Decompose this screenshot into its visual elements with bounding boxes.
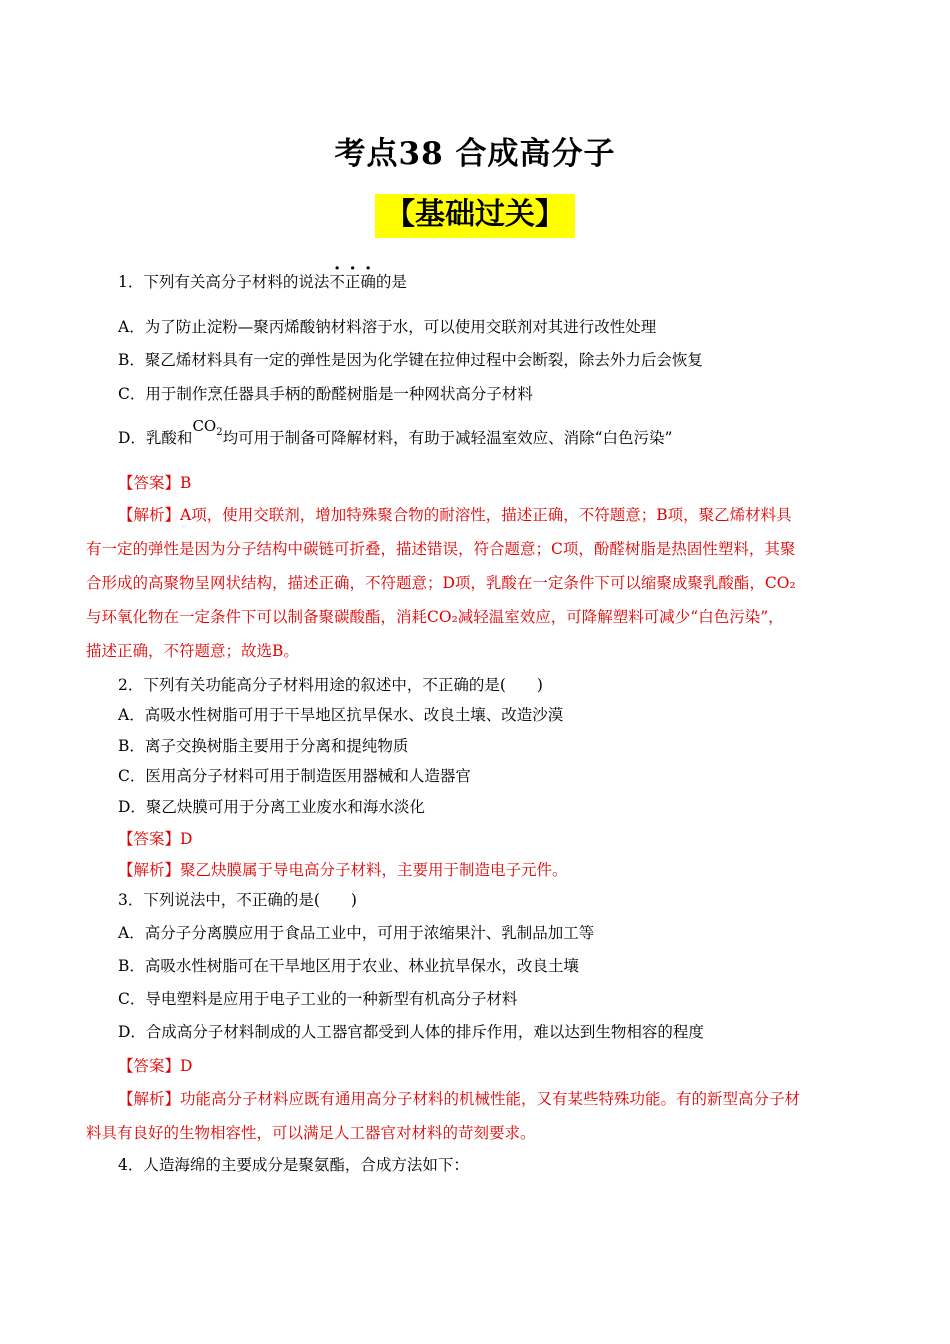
emphasis-char: 确 xyxy=(360,273,376,291)
section-heading: 【基础过关】 xyxy=(375,194,575,238)
q2-analysis: 【解析】聚乙炔膜属于导电高分子材料，主要用于制造电子元件。 xyxy=(118,861,568,879)
q1-stem-post: 的是 xyxy=(375,273,407,291)
co2-formula xyxy=(192,417,223,438)
q1-option-d xyxy=(118,417,673,456)
co2-subscript: 2 xyxy=(216,427,223,438)
q2-stem: 2．下列有关功能高分子材料用途的叙述中，不正确的是( ) xyxy=(118,676,543,694)
q3-option-a: A．高分子分离膜应用于食品工业中，可用于浓缩果汁、乳制品加工等 xyxy=(118,924,595,942)
q1-analysis-line: 有一定的弹性是因为分子结构中碳链可折叠，描述错误，符合题意；C项，酚醛树脂是热固性塑料，其聚 xyxy=(86,540,796,558)
q2-option-c: C．医用高分子材料可用于制造医用器械和人造器官 xyxy=(118,767,471,785)
q1-option-b: B．聚乙烯材料具有一定的弹性是因为化学键在拉伸过程中会断裂，除去外力后会恢复 xyxy=(118,351,703,369)
q3-option-d: D．合成高分子材料制成的人工器官都受到人体的排斥作用，难以达到生物相容的程度 xyxy=(118,1023,704,1041)
q3-stem: 3．下列说法中，不正确的是( ) xyxy=(118,891,357,909)
emphasis-char: 不 xyxy=(329,273,345,291)
q2-option-d: D．聚乙炔膜可用于分离工业废水和海水淡化 xyxy=(118,798,425,816)
q3-analysis-line: 【解析】功能高分子材料应既有通用高分子材料的机械性能，又有某些特殊功能。有的新型高分子材 xyxy=(118,1090,801,1108)
q1-option-c: C．用于制作烹任器具手柄的酚醛树脂是一种网状高分子材料 xyxy=(118,385,533,403)
co2-text: CO xyxy=(192,417,217,435)
q1-analysis-line: 【解析】A项，使用交联剂，增加特殊聚合物的耐溶性，描述正确，不符题意；B项，聚乙烯材料具 xyxy=(118,506,792,524)
q3-analysis xyxy=(86,1082,876,1150)
q1-analysis-line: 合形成的高聚物呈网状结构，描述正确，不符题意；D项，乳酸在一定条件下可以缩聚成聚乳酸酯，CO₂ xyxy=(86,574,796,592)
q1-stem xyxy=(118,271,407,293)
emphasis-char: 正 xyxy=(344,273,361,291)
q3-analysis-line: 料具有良好的生物相容性，可以满足人工器官对材料的苛刻要求。 xyxy=(86,1124,536,1142)
q1-option-d-post: 均可用于制备可降解材料，有助于减轻温室效应、消除“白色污染” xyxy=(222,429,673,447)
page-title: 考点38 合成高分子 xyxy=(334,136,616,172)
q1-analysis-line: 与环氧化物在一定条件下可以制备聚碳酸酯，消耗CO₂减轻温室效应，可降解塑料可减少“白色污染”， xyxy=(86,608,784,626)
q3-option-c: C．导电塑料是应用于电子工业的一种新型有机高分子材料 xyxy=(118,990,518,1008)
q1-stem-pre: 1．下列有关高分子材料的说法 xyxy=(118,273,330,291)
q1-option-d-pre: D．乳酸和 xyxy=(118,429,193,447)
q2-option-b: B．离子交换树脂主要用于分离和提纯物质 xyxy=(118,737,409,755)
q1-analysis-line: 描述正确，不符题意；故选B。 xyxy=(86,642,299,660)
section-heading-wrap xyxy=(0,194,950,238)
q4-stem: 4．人造海绵的主要成分是聚氨酯，合成方法如下： xyxy=(118,1156,469,1174)
q1-answer: 【答案】B xyxy=(118,474,192,492)
q3-answer: 【答案】D xyxy=(118,1057,193,1075)
q1-analysis xyxy=(86,498,876,668)
q1-option-a: A．为了防止淀粉—聚丙烯酸钠材料溶于水，可以使用交联剂对其进行改性处理 xyxy=(118,318,657,336)
q2-answer: 【答案】D xyxy=(118,830,193,848)
q2-option-a: A．高吸水性树脂可用于干旱地区抗旱保水、改良土壤、改造沙漠 xyxy=(118,706,564,724)
q3-option-b: B．高吸水性树脂可在干旱地区用于农业、林业抗旱保水，改良土壤 xyxy=(118,957,579,975)
